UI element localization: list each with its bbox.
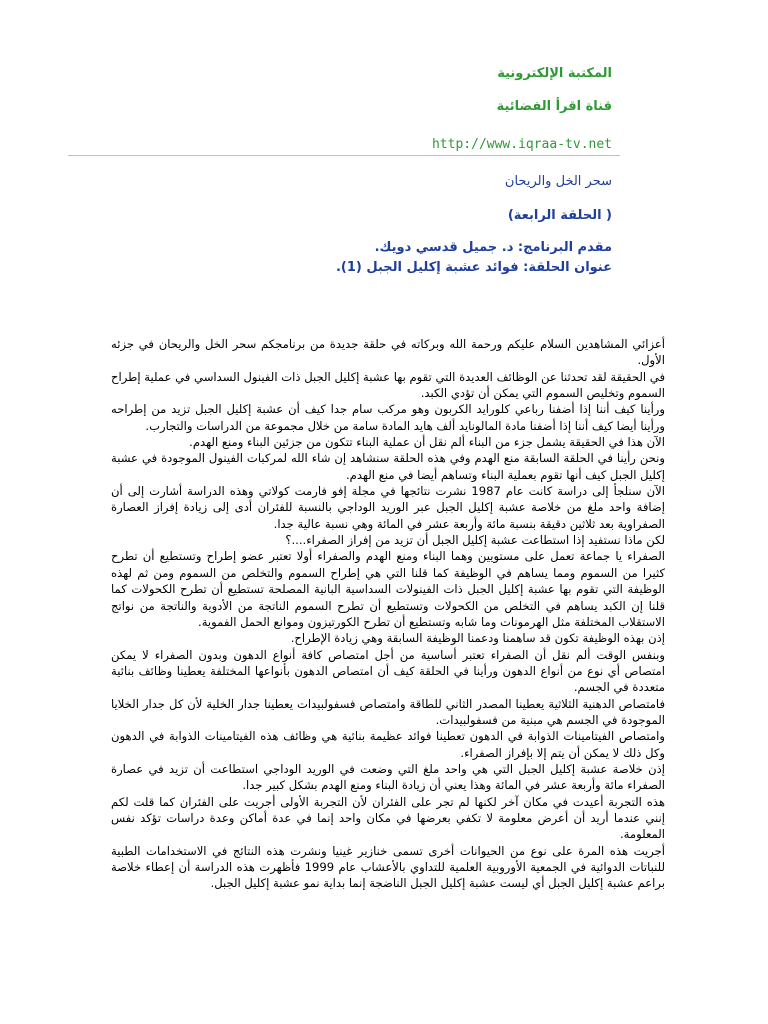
episode-title: عنوان الحلقة: فوائد عشبة إكليل الجبل (1).: [335, 260, 612, 275]
paragraph: إذن بهذه الوظيفة تكون قد ساهمنا ودعمنا الوظيفة السابقة وهي زيادة الإطراح.: [290, 631, 665, 646]
header-divider: [68, 155, 620, 156]
paragraph: فامتصاص الدهنية الثلاثية يعطينا المصدر الثاني للطاقة وامتصاص فسفولبيدات يعطينا جدار الخلية لأن كل جدار الخلايا الموجودة في الجسم هي مبنية من فسفولبيدات.: [111, 696, 665, 727]
paragraph: إذن خلاصة عشبة إكليل الجبل التي هي واحد ملغ التي وضعت في الوريد الوداجي استطاعت أن تزيد في عصارة الصفراء مائة وأربعة عشر في المائة وهذا يعني أن زيادة البناء ومنع الهدم بشكل كبير جدا.: [111, 761, 665, 793]
presenter-line: مقدم البرنامج: د. جميل قدسي دويك.: [374, 240, 612, 255]
transcript-body: [111, 336, 665, 892]
episode-number: ( الحلقة الرابعة): [507, 208, 612, 223]
paragraph: أعزائي المشاهدين السلام عليكم ورحمة الله وبركاته في حلقة جديدة من برنامجكم سحر الخل والريحان في جزئه الأول.: [111, 337, 665, 368]
paragraph: ورأينا كيف أننا إذا أضفنا رباعي كلورايد الكربون وهو مركب سام جدا كيف أن عشبة إكليل الجبل تزيد من إطراحه ورأينا أيضا كيف أننا إذا أضفنا مادة المالونايد ألف هايد المادة سامة من خلال مجموعة من الدراسات والتجارب.: [111, 402, 665, 433]
paragraph: أجريت هذه المرة على نوع من الحيوانات أخرى تسمى خنازير غينيا ونشرت هذه النتائج في الاستخدامات الطبية للنباتات الدوائية في الجمعية الأوروبية العلمية للتداوي بالأعشاب عام 1999 فأظهرت هذه الدراسة أن إعطاء خلاصة براعم عشبة إكليل الجبل أي ليست عشبة إكليل الجبل الناضجة إنما بداية نمو عشبة إكليل الجبل.: [111, 843, 665, 891]
library-heading: المكتبة الإلكترونية: [497, 66, 612, 81]
website-link[interactable]: http://www.iqraa-tv.net: [431, 137, 612, 152]
paragraph: وبنفس الوقت ألم نقل أن الصفراء تعتبر أساسية من أجل امتصاص كافة أنواع الدهون وبدون الصفراء لا يمكن امتصاص أي نوع من أنواع الدهون ورأينا في الحلقة كيف أن امتصاص الدهون بأنواعها المختلفة يعطينا وظائف بنائية متعددة في الجسم.: [111, 647, 665, 695]
paragraph: الآن سنلجأ إلى دراسة كانت عام 1987 نشرت نتائجها في مجلة إفو فارمت كولاتي وهذه الدراسة أشارت إلى أن إضافة واحد ملغ من خلاصة عشبة إكليل الجبل عبر الوريد الوداجي بالنسبة للفئران أدى إلى زيادة إفراز العصارة الصفراوية بعد ثلاثين دقيقة بنسبة مائة وأربعة عشر في المائة وهي نسبة عالية جدا.: [111, 484, 666, 531]
paragraph: الآن هذا في الحقيقة يشمل جزء من البناء ألم نقل أن عملية البناء تتكون من جزئين البناء ومنع الهدم.: [189, 435, 665, 450]
paragraph: وامتصاص الفيتامينات الذوابة في الدهون تعطينا فوائد عظيمة بنائية هي وظائف هذه الفيتامينات الذوابة في الدهون وكل ذلك لا يمكن أن يتم إلا بإفراز الصفراء.: [111, 729, 665, 760]
paragraph: لكن ماذا نستفيد إذا استطاعت عشبة إكليل الجبل أن تزيد من إفراز الصفراء....؟: [285, 533, 665, 548]
paragraph: هذه التجربة أعيدت في مكان آخر لكنها لم تجر على الفئران لأن التجربة الأولى أجريت على الفئران كما قلت لكم إنني عندما أريد أن أعرض معلومة لا تكفي بعرضها في مكان واحد إنما في عدة أماكن وعدة دراسات تؤكد نفس المعلومة.: [111, 794, 665, 842]
program-title: سحر الخل والريحان: [504, 174, 612, 189]
paragraph: في الحقيقة لقد تحدثنا عن الوظائف العديدة التي تقوم بها عشبة إكليل الجبل ذات الفينول السداسي في عملية إطراح السموم وتخليص السموم التي يمكن أن تؤدي الكبد.: [111, 369, 665, 401]
paragraph: الصفراء يا جماعة تعمل على مستويين وهما البناء ومنع الهدم والصفراء أولا تعتبر عضو إطراح وتستطيع أن تطرح كثيرا من السموم ومما يساهم في الوظيفة كما قلنا التي هي إطراح السموم والتخلص من السموم ومن ثم لهذه الوظيفة التي تقوم بها عشبة إكليل الجبل ذات الفينولات السداسية البانية المصلحة تستطيع أن تطرح الكحولات كما قلنا إن الكبد يساهم في التخلص من الكحولات وتستطيع أن تطرح السموم الناتجة من الأدوية والناتجة من نواتج الاستقلاب المختلفة مثل الهرمونات وما شابه وتستطيع أن تطرح الكورتيزون وموانع الحمل الفموية.: [111, 549, 665, 629]
paragraph: ونحن رأينا في الحلقة السابقة منع الهدم وفي هذه الحلقة سنشاهد إن شاء الله لمركبات الفينول الموجودة في عشبة إكليل الجبل كيف أنها تقوم بعملية البناء وتساهم أيضا في منع الهدم.: [111, 451, 665, 482]
channel-heading: قناة اقرأ الفضائية: [496, 99, 612, 114]
